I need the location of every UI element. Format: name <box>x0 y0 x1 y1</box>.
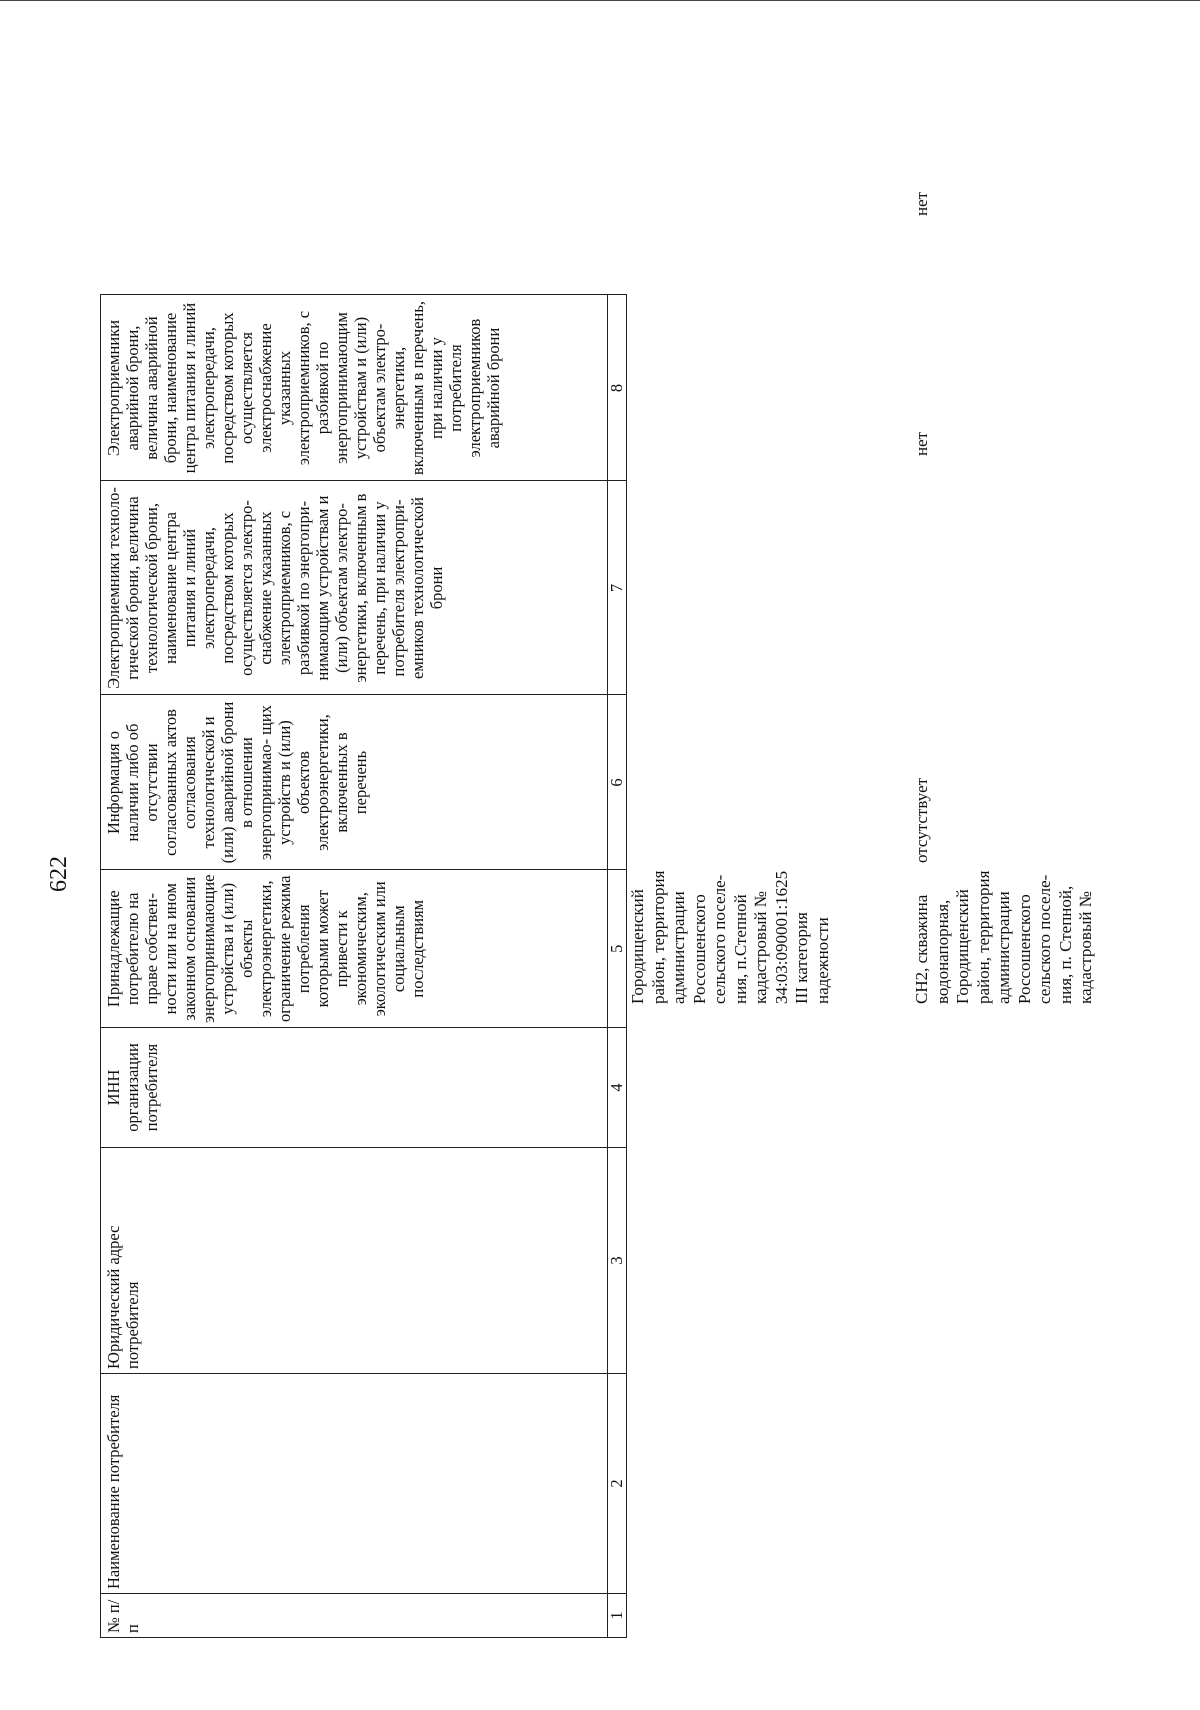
col8-value: нет <box>912 191 931 216</box>
column-number: 3 <box>608 1148 627 1374</box>
object-description-1: Городищенский район, территория администрации Россошенского сельского поселе- ния, п.Степной кадастровый № 34:03:090001:1625 III категория надежности <box>628 870 832 1004</box>
column-number: 8 <box>608 295 627 481</box>
column-number: 1 <box>608 1594 627 1638</box>
header-cell: Принадлежащие потребителю на праве собствен- ности или на ином законном основании энергопринимающие устройства и (или) объекты электроэнергетики, ограничение режима потребления которыми может привести к экономическим, экологическим или социальным последствиям <box>101 870 608 1028</box>
column-number-row <box>608 295 627 1638</box>
header-cell: Информация о наличии либо об отсутствии согласованных актов согласования технологической и (или) аварийной брони в отношении энергопринимао- щих устройств и (или) объектов электроэнергетики, включенных в перечень <box>101 695 608 870</box>
header-cell: Электроприемники аварийной брони, величина аварийной брони, наименование центра питания и линий электропередачи, посредством которых осуществляется электроснабжение указанных электроприемников, с разбивкой по энергопринимающим устройствам и (или) объектам электро- энергетики, включенным в перечень, при наличии у потребителя электроприемников аварийной брони <box>101 295 608 481</box>
table-header-row <box>101 295 608 1638</box>
column-number: 4 <box>608 1028 627 1148</box>
header-cell: Электроприемники техноло- гической брони, величина технологической брони, наименование центра питания и линий электропередачи, посредством которых осуществляется электро- снабжение указанных электроприемников, с разбивкой по энергопри- нимающим устройствам и (или) объектам электро- энергетики, включенным в перечень, при наличии у потребителя электропри- емников технологической брони <box>101 481 608 695</box>
column-number: 6 <box>608 695 627 870</box>
header-cell: № п/п <box>101 1594 608 1638</box>
column-number: 7 <box>608 481 627 695</box>
page-number: 622 <box>46 856 72 892</box>
header-cell: ИНН организации потребителя <box>101 1028 608 1148</box>
col7-value: нет <box>912 431 931 456</box>
header-cell: Юридический адрес потребителя <box>101 1148 608 1374</box>
consumer-table <box>100 295 627 1639</box>
column-number: 2 <box>608 1374 627 1594</box>
column-number: 5 <box>608 870 627 1028</box>
col6-value: отсутствует <box>912 777 931 863</box>
header-cell: Наименование потребителя <box>101 1374 608 1594</box>
object-description-2: СН2, скважина водонапорная, Городищенский район, территория администрации Россошенского сельского поселе- ния, п. Степной, кадастровый № <box>912 870 1095 1004</box>
scan-edge <box>0 0 1200 1</box>
